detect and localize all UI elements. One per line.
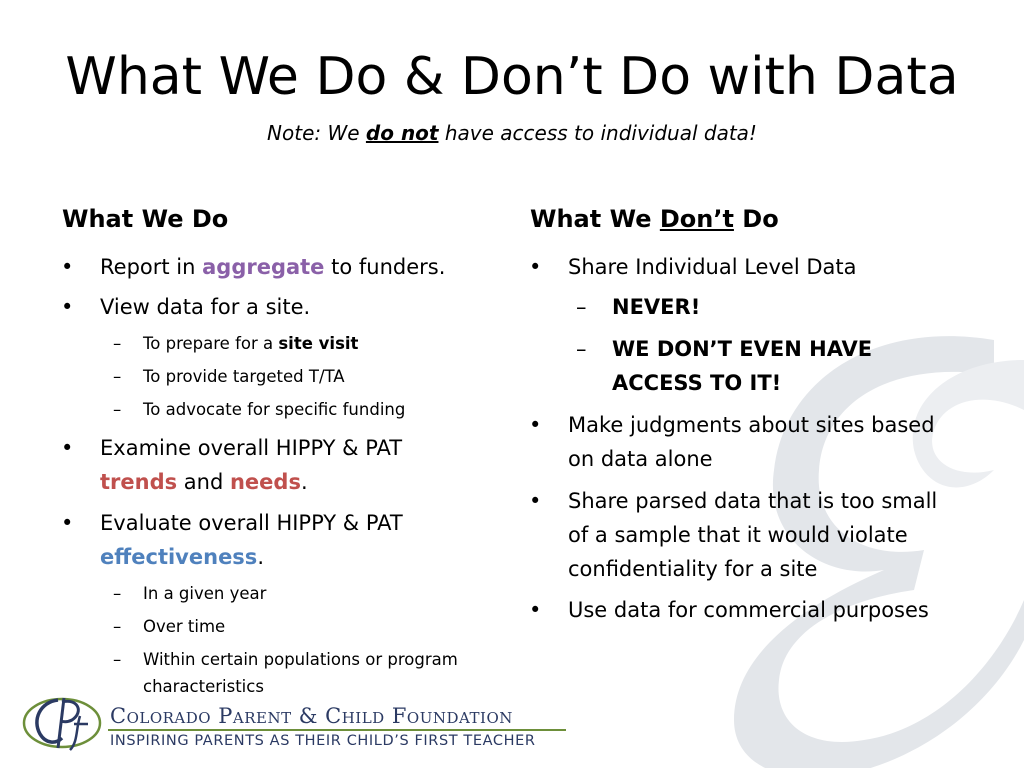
effectiveness-highlight: effectiveness [100,545,258,569]
item-text: Use data for commercial purposes [568,598,929,622]
item-text: Evaluate overall HIPPY & PAT [100,511,403,535]
left-heading: What We Do [62,205,229,233]
note-before: Note: We [267,121,366,145]
trends-highlight: trends [100,470,178,494]
cpf-monogram-icon [18,690,106,756]
needs-highlight: needs [229,470,301,494]
list-item [60,431,510,499]
list-item [60,506,510,574]
item-text: View data for a site. [100,295,311,319]
bullet-icon: • [529,255,542,279]
item-text: WE DON’T EVEN HAVE ACCESS TO IT! [612,337,873,395]
dash-icon: – [576,337,587,361]
right-heading-underlined: Don’t [659,205,734,233]
left-column [60,250,510,700]
item-text: Over time [143,617,226,636]
dash-icon: – [113,617,122,636]
item-text: . [300,470,308,494]
right-heading [530,203,779,235]
bullet-icon: • [529,489,542,513]
right-heading-pre: What We [530,205,660,233]
item-text: Share Individual Level Data [568,255,857,279]
sub-list-item [528,332,912,400]
foundation-tagline: INSPIRING PARENTS AS THEIR CHILD’S FIRST TEACHER [110,733,536,749]
item-text: to funders. [324,255,446,279]
dash-icon: – [113,334,122,353]
dash-icon: – [113,650,122,669]
item-text: . [257,545,264,569]
aggregate-highlight: aggregate [202,255,325,279]
dash-icon: – [113,400,122,419]
item-text: To prepare for a [143,334,279,353]
right-column [528,250,978,627]
note-emphasis: do not [365,121,439,145]
bullet-icon: • [529,413,542,437]
site-visit-bold: site visit [278,334,359,353]
sub-list-item [60,396,510,423]
item-text: Within certain populations or program characteristics [143,650,458,696]
sub-list-item [60,613,510,640]
bullet-icon: • [61,295,74,319]
list-item [528,250,978,284]
bullet-icon: • [61,255,74,279]
sub-list-item [60,363,510,390]
item-text: Share parsed data that is too small of a sample that it would violate confidentiality for a site [568,489,938,581]
list-item [60,250,510,284]
sub-list-item [60,330,510,357]
bullet-icon: • [61,511,74,535]
slide-title: What We Do & Don’t Do with Data [65,47,959,107]
logo-divider [108,729,566,731]
item-text: In a given year [143,584,267,603]
sub-list-item [60,580,510,607]
list-item [60,290,510,324]
item-text: Report in [100,255,203,279]
list-item [528,593,978,627]
note-after: have access to individual data! [438,121,757,145]
foundation-name: Colorado Parent & Child Foundation [110,704,513,728]
item-text: To provide targeted T/TA [143,367,345,386]
item-text: and [177,470,230,494]
foundation-logo [18,690,578,756]
bullet-icon: • [61,436,74,460]
note-subtitle [0,118,1024,148]
item-text: Make judgments about sites based on data alone [568,413,935,471]
dash-icon: – [113,367,122,386]
item-text: Examine overall HIPPY & PAT [100,436,403,460]
right-heading-post: Do [733,205,779,233]
dash-icon: – [576,295,587,319]
list-item [528,484,963,586]
bullet-icon: • [529,598,542,622]
dash-icon: – [113,584,122,603]
item-text: To advocate for specific funding [143,400,406,419]
sub-list-item [528,290,978,324]
list-item [528,408,963,476]
item-text: NEVER! [612,295,701,319]
